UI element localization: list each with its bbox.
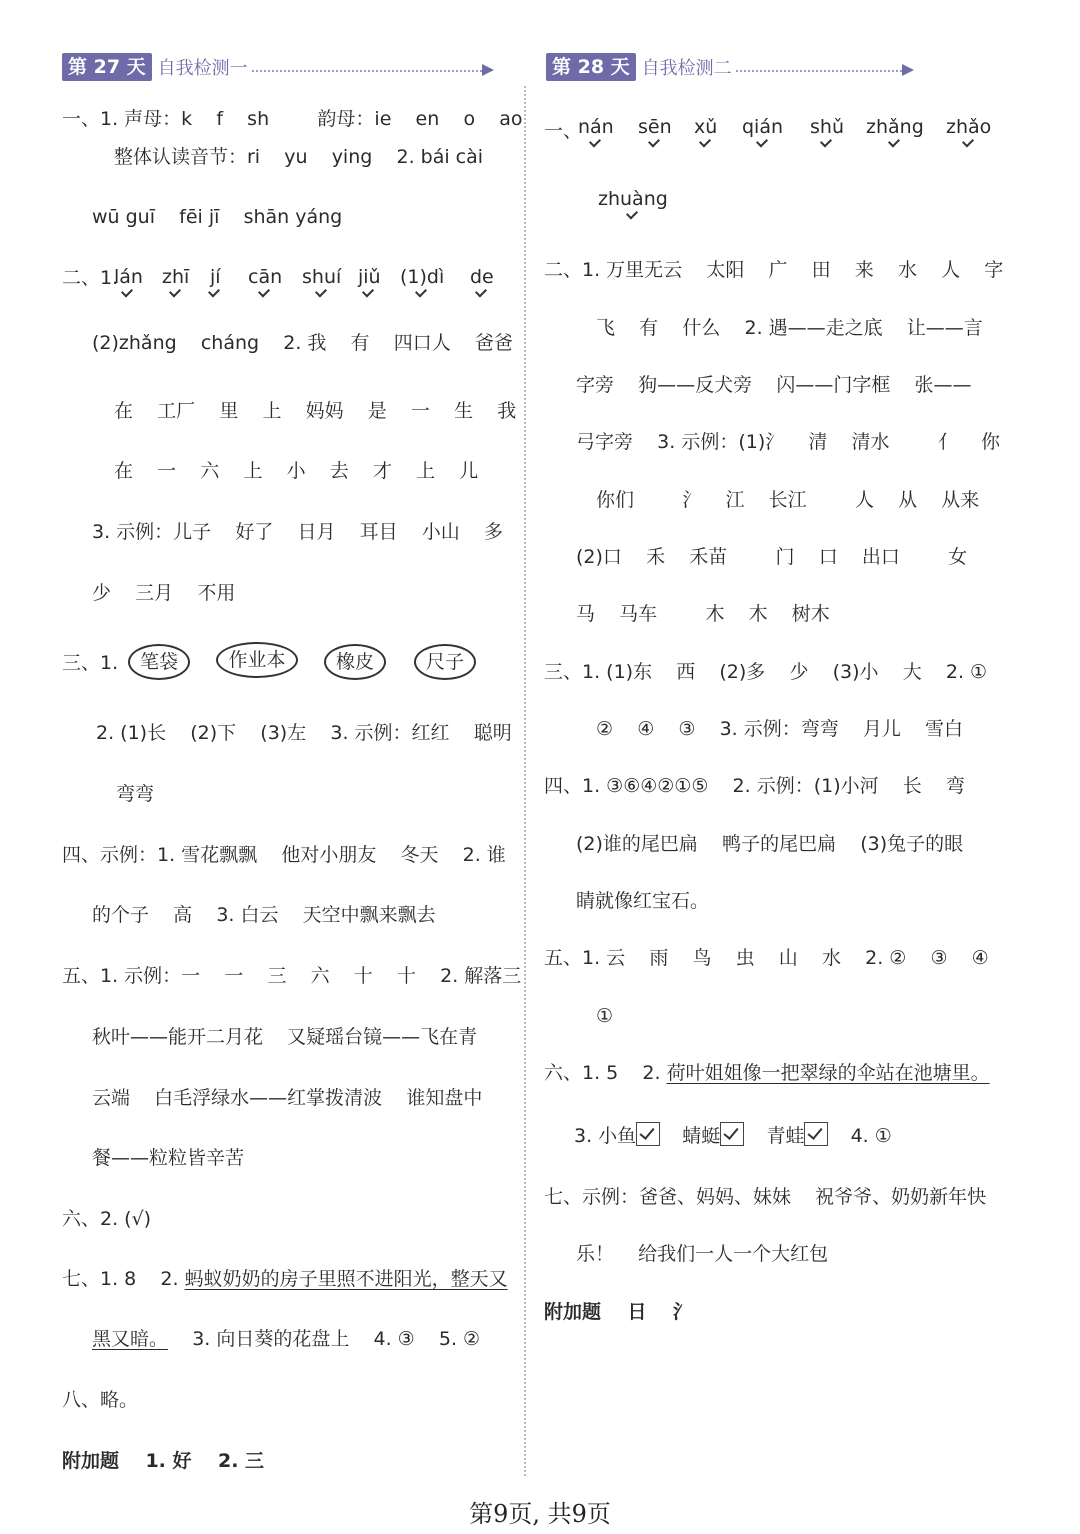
pinyin-item: xǔ — [694, 116, 718, 138]
header-rule — [252, 70, 482, 72]
answer-line: 三、1. (1)东 西 (2)多 少 (3)小 大 2. ① — [544, 661, 988, 683]
header-rule — [736, 70, 902, 72]
day28-header — [546, 52, 732, 82]
answer-line: 你们 氵 江 长江 人 从 从来 — [596, 489, 980, 511]
pinyin-item: sēn — [638, 116, 672, 138]
day-badge: 第 28 天 — [546, 53, 636, 81]
header-arrow-icon — [902, 64, 914, 76]
q2-label: 二、1. — [62, 267, 119, 289]
answer-line: ① — [596, 1005, 614, 1027]
day27-header — [62, 52, 248, 82]
answer-line: 字旁 狗——反犬旁 闪——门字框 张—— — [576, 374, 972, 396]
answer-line: 弓字旁 3. 示例：(1)氵 清 清水 亻 你 — [576, 431, 1001, 453]
pinyin-item: lán — [114, 266, 143, 288]
check-label: 青蛙 — [766, 1125, 805, 1147]
answer-line: 六、2. (√) — [62, 1208, 152, 1230]
answer-line: 一、1. 声母：k f sh 韵母：ie en o ao — [62, 108, 523, 130]
pinyin-item: shǔ — [810, 116, 844, 138]
pinyin-item: zhī — [162, 266, 190, 288]
check-label: 3. 小鱼 — [574, 1125, 637, 1147]
answer-line: 秋叶——能开二月花 又疑瑶台镜——飞在青 — [92, 1026, 478, 1048]
checkbox-checked-icon — [636, 1122, 660, 1146]
answer-line: 少 三月 不用 — [92, 582, 236, 604]
underlined-answer: 蚂蚁奶奶的房子里照不进阳光，整天又 — [184, 1268, 508, 1290]
section-title: 自我检测二 — [641, 58, 732, 79]
answer-line: 2. (1)长 (2)下 (3)左 3. 示例：红红 聪明 — [96, 722, 512, 744]
q7-line-2 — [92, 1326, 480, 1352]
pinyin-item: qián — [742, 116, 784, 138]
answer-line: ② ④ ③ 3. 示例：弯弯 月儿 雪白 — [596, 718, 964, 740]
pinyin-item: zhǎo — [946, 116, 992, 138]
header-arrow-icon — [482, 64, 494, 76]
answer-line: 弯弯 — [116, 783, 155, 805]
answer-line: 马 马车 木 木 树木 — [576, 603, 830, 625]
checkbox-checked-icon — [804, 1122, 828, 1146]
pinyin-item: zhuàng — [598, 188, 668, 210]
answer-line: 八、略。 — [62, 1389, 139, 1411]
answer-line: 五、1. 云 雨 鸟 虫 山 水 2. ② ③ ④ — [544, 947, 989, 969]
answer-line: 在 一 六 上 小 去 才 上 儿 — [114, 460, 479, 482]
section-title: 自我检测一 — [157, 58, 248, 79]
answer-line: 四、1. ③⑥④②①⑤ 2. 示例：(1)小河 长 弯 — [544, 775, 965, 797]
pinyin-item: jiǔ — [358, 266, 381, 288]
circled-word: 橡皮 — [324, 644, 386, 680]
answer-line: (2)zhǎng cháng 2. 我 有 四口人 爸爸 — [92, 332, 513, 354]
checkbox-checked-icon — [720, 1122, 744, 1146]
q6-prefix: 六、1. 5 2. — [544, 1062, 661, 1084]
pinyin-item: (1)dì — [400, 266, 445, 288]
answer-line: 七、示例：爸爸、妈妈、妹妹 祝爷爷、奶奶新年快 — [544, 1186, 987, 1208]
answer-line: 睛就像红宝石。 — [576, 890, 710, 912]
q6-item4: 4. ① — [850, 1125, 892, 1147]
pinyin-item: nán — [578, 116, 614, 138]
answer-line: 五、1. 示例：一 一 三 六 十 十 2. 解落三 — [62, 965, 522, 987]
answer-line: 云端 白毛浮绿水——红掌拨清波 谁知盘中 — [92, 1087, 483, 1109]
page-footer: 第9页, 共9页 — [469, 1500, 611, 1528]
answer-line: 整体认读音节：ri yu ying 2. bái cài — [114, 146, 484, 168]
q6-line — [544, 1060, 990, 1086]
answer-line: 的个子 高 3. 白云 天空中飘来飘去 — [92, 904, 436, 926]
answer-line: 二、1. 万里无云 太阳 广 田 来 水 人 字 — [544, 259, 1004, 281]
underlined-answer: 黑又暗。 — [92, 1328, 169, 1350]
circled-word: 作业本 — [216, 642, 298, 678]
pinyin-item: de — [470, 266, 494, 288]
column-divider — [524, 86, 526, 1476]
q7-line — [62, 1266, 508, 1292]
check-label: 蜻蜓 — [682, 1125, 721, 1147]
answer-line: (2)谁的尾巴扁 鸭子的尾巴扁 (3)兔子的眼 — [576, 833, 964, 855]
circled-word: 尺子 — [414, 644, 476, 680]
answer-line: (2)口 禾 禾苗 门 口 出口 女 — [576, 546, 968, 568]
underlined-answer: 荷叶姐姐像一把翠绿的伞站在池塘里。 — [666, 1062, 990, 1084]
q3-label: 三、1. — [62, 652, 119, 674]
pinyin-item: zhǎng — [866, 116, 924, 138]
pinyin-item: jí — [210, 266, 221, 288]
answer-line: 飞 有 什么 2. 遇——走之底 让——言 — [596, 317, 983, 339]
q7-prefix: 七、1. 8 2. — [62, 1268, 179, 1290]
q1-label: 一、 — [544, 120, 583, 142]
answer-line: 四、示例：1. 雪花飘飘 他对小朋友 冬天 2. 谁 — [62, 844, 506, 866]
day-badge: 第 27 天 — [62, 53, 152, 81]
q7-rest: 3. 向日葵的花盘上 4. ③ 5. ② — [192, 1328, 481, 1350]
pinyin-item: cān — [248, 266, 283, 288]
answer-line: 3. 示例：儿子 好了 日月 耳目 小山 多 — [92, 521, 503, 543]
answer-line: wū guī fēi jī shān yáng — [92, 206, 343, 228]
answer-line: 在 工厂 里 上 妈妈 是 一 生 我 — [114, 400, 517, 422]
bonus-line: 附加题 日 氵 — [544, 1301, 692, 1323]
q6-checks-line — [574, 1122, 892, 1149]
pinyin-item: shuí — [302, 266, 342, 288]
answer-line: 餐——粒粒皆辛苦 — [92, 1147, 245, 1169]
bonus-line: 附加题 1. 好 2. 三 — [62, 1450, 265, 1472]
circled-word: 笔袋 — [128, 644, 190, 680]
answer-line: 乐！ 给我们一人一个大红包 — [576, 1243, 829, 1265]
